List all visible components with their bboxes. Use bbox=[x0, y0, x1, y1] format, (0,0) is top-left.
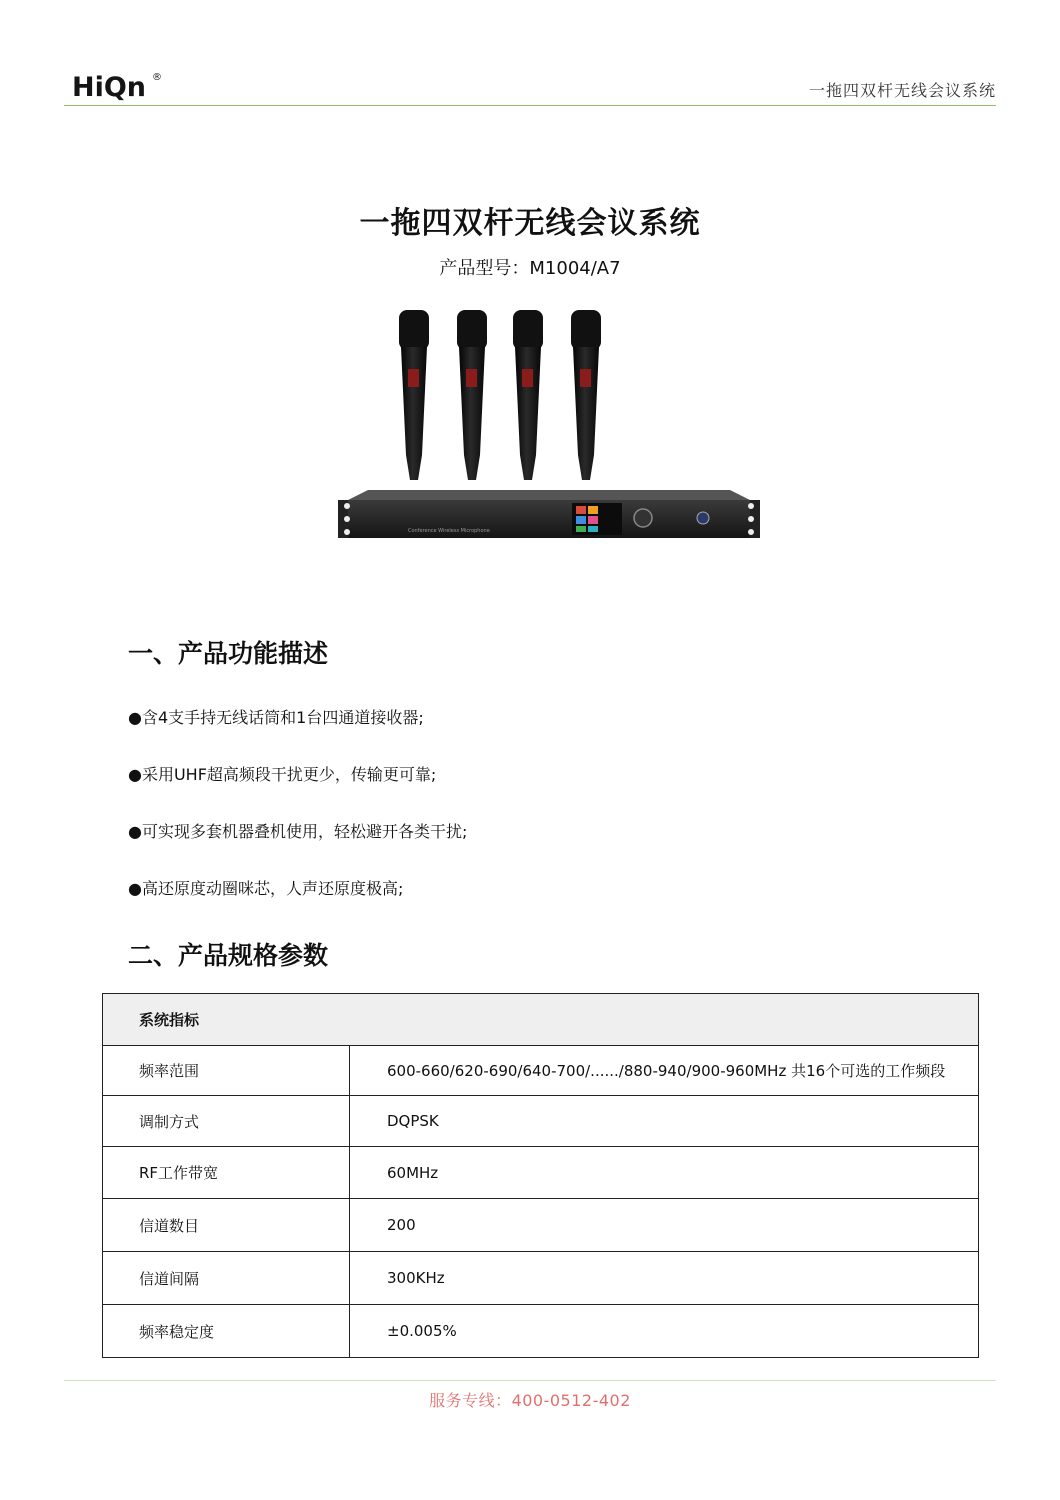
model-number: 产品型号：M1004/A7 bbox=[439, 258, 621, 279]
spec-key: 信道间隔 bbox=[103, 1252, 350, 1305]
receiver-unit-icon bbox=[338, 490, 760, 538]
table-row bbox=[103, 1305, 979, 1358]
spec-value: 300KHz bbox=[350, 1252, 979, 1305]
spec-value: 60MHz bbox=[350, 1147, 979, 1199]
table-header-row bbox=[103, 994, 979, 1046]
table-row bbox=[103, 1046, 979, 1096]
product-photo bbox=[338, 305, 760, 540]
microphone-icon bbox=[457, 310, 487, 480]
spec-key: 频率稳定度 bbox=[103, 1305, 350, 1358]
table-header-cell: 系统指标 bbox=[103, 994, 979, 1046]
spec-value: 600-660/620-690/640-700/....../880-940/900-960MHz 共16个可选的工作频段 bbox=[350, 1046, 979, 1096]
specs-heading: 二、产品规格参数 bbox=[128, 941, 329, 970]
table-row bbox=[103, 1199, 979, 1252]
feature-item: ●含4支手持无线话筒和1台四通道接收器; bbox=[128, 708, 424, 727]
microphone-icon bbox=[399, 310, 429, 480]
spec-key: RF工作带宽 bbox=[103, 1147, 350, 1199]
features-list bbox=[128, 706, 467, 934]
microphone-icon bbox=[571, 310, 601, 480]
footer-divider bbox=[64, 1380, 996, 1381]
feature-item: ●采用UHF超高频段干扰更少，传输更可靠; bbox=[128, 765, 437, 784]
table-row bbox=[103, 1147, 979, 1199]
spec-table bbox=[102, 993, 979, 1358]
header-divider bbox=[64, 105, 996, 106]
spec-key: 频率范围 bbox=[103, 1046, 350, 1096]
spec-key: 调制方式 bbox=[103, 1096, 350, 1147]
table-row bbox=[103, 1096, 979, 1147]
table-row bbox=[103, 1252, 979, 1305]
spec-value: DQPSK bbox=[350, 1096, 979, 1147]
spec-key: 信道数目 bbox=[103, 1199, 350, 1252]
document-title: 一拖四双杆无线会议系统 bbox=[359, 206, 701, 241]
microphone-icon bbox=[513, 310, 543, 480]
spec-value: ±0.005% bbox=[350, 1305, 979, 1358]
feature-item: ●可实现多套机器叠机使用，轻松避开各类干扰; bbox=[128, 822, 468, 841]
brand-logo-text: HiQn bbox=[72, 72, 147, 103]
features-heading: 一、产品功能描述 bbox=[128, 639, 329, 668]
registered-mark: ® bbox=[152, 72, 162, 83]
receiver-label: Conference Wireless Microphone bbox=[408, 528, 490, 534]
brand-logo bbox=[72, 68, 172, 104]
feature-item: ●高还原度动圈咪芯，人声还原度极高; bbox=[128, 879, 404, 898]
header-title: 一拖四双杆无线会议系统 bbox=[808, 81, 996, 100]
spec-value: 200 bbox=[350, 1199, 979, 1252]
service-hotline: 服务专线：400-0512-402 bbox=[429, 1391, 631, 1410]
